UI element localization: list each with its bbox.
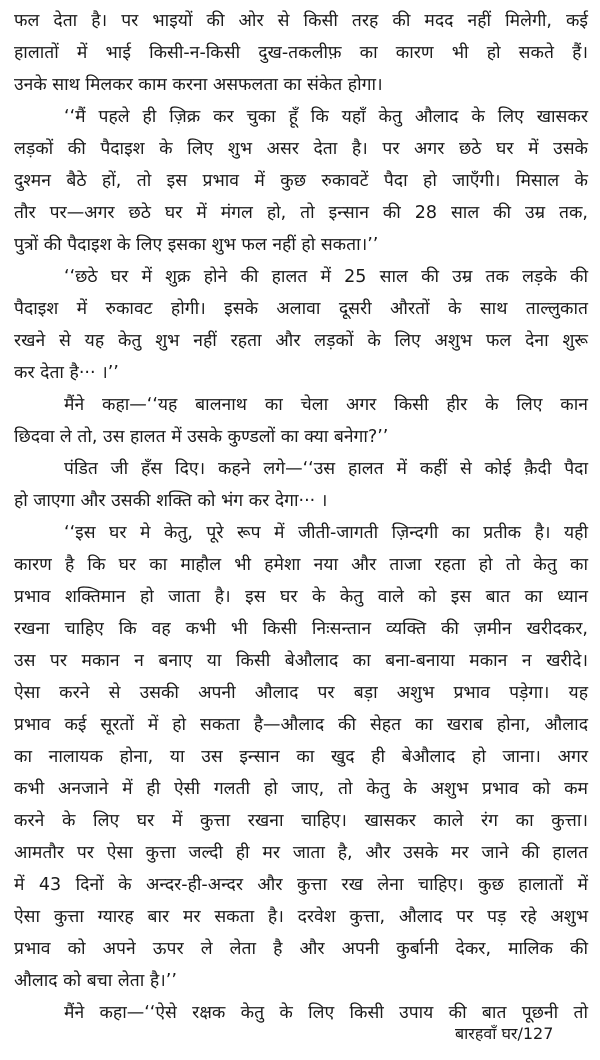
text-line: आमतौर पर ऐसा कुत्ता जल्दी ही मर जाता है, और उसके मर जाने की हालत xyxy=(14,843,588,863)
text-line: प्रभाव कई सूरतों में हो सकता है—औलाद की सेहत का खराब होना, औलाद xyxy=(14,715,588,735)
text-line: तौर पर—अगर छठे घर में मंगल हो, तो इन्सान की 28 साल की उम्र तक, xyxy=(14,203,588,223)
text-line: लड़कों की पैदाइश के लिए शुभ असर देता है। पर अगर छठे घर में उसके xyxy=(14,139,588,159)
text-line: उस पर मकान न बनाए या किसी बेऔलाद का बना-बनाया मकान न खरीदे। xyxy=(14,651,588,671)
text-line: ऐसा करने से उसकी अपनी औलाद पर बड़ा अशुभ प्रभाव पड़ेगा। यह xyxy=(14,683,588,703)
text-line: हालातों में भाई किसी-न-किसी दुख-तकलीफ़ का कारण भी हो सकते हैं। xyxy=(14,43,588,63)
text-line: ‘‘इस घर मे केतु, पूरे रूप में जीती-जागती ज़िन्दगी का प्रतीक है। यही xyxy=(64,523,588,543)
text-line: फल देता है। पर भाइयों की ओर से किसी तरह की मदद नहीं मिलेगी, कई xyxy=(14,11,588,31)
text-line: प्रभाव को अपने ऊपर ले लेता है और अपनी कुर्बानी देकर, मालिक की xyxy=(14,939,588,959)
text-line: दुश्मन बैठे हों, तो इस प्रभाव में कुछ रुकावटें पैदा हो जाएँगी। मिसाल के xyxy=(14,171,588,191)
text-line: प्रभाव शक्तिमान हो जाता है। इस घर के केतु वाले को इस बात का ध्यान xyxy=(14,587,588,607)
text-line: पंडित जी हँस दिए। कहने लगे—‘‘उस हालत में कहीं से कोई क़ैदी पैदा xyxy=(64,459,588,479)
text-line: मैंने कहा—‘‘यह बालनाथ का चेला अगर किसी हीर के लिए कान xyxy=(64,395,588,415)
running-footer: बारहवाँ घर/127 xyxy=(455,1024,554,1043)
text-line: रखना चाहिए कि वह कभी भी किसी निःसन्तान व्यक्ति की ज़मीन खरीदकर, xyxy=(14,619,588,639)
text-line: उनके साथ मिलकर काम करना असफलता का संकेत होगा। xyxy=(14,75,383,95)
text-line: मैंने कहा—‘‘ऐसे रक्षक केतु के लिए किसी उपाय की बात पूछनी तो xyxy=(64,1003,588,1023)
text-line: करने के लिए घर में कुत्ता रखना चाहिए। खासकर काले रंग का कुत्ता। xyxy=(14,811,588,831)
text-line: कारण है कि घर का माहौल भी हमेशा नया और ताजा रहता हो तो केतु का xyxy=(14,555,588,575)
text-line: ऐसा कुत्ता ग्यारह बार मर सकता है। दरवेश कुत्ता, औलाद पर पड़ रहे अशुभ xyxy=(14,907,588,927)
text-line: ‘‘छठे घर में शुक्र होने की हालत में 25 साल की उम्र तक लड़के की xyxy=(64,267,588,287)
text-line: हो जाएगा और उसकी शक्ति को भंग कर देगा··· । xyxy=(14,491,328,511)
text-line: का नालायक होना, या उस इन्सान का खुद ही बेऔलाद हो जाना। अगर xyxy=(14,747,588,767)
text-line: औलाद को बचा लेता है।’’ xyxy=(14,971,177,991)
text-line: रखने से यह केतु शुभ नहीं रहता और लड़कों के लिए अशुभ फल देना शुरू xyxy=(14,331,588,351)
text-line: कर देता है··· ।’’ xyxy=(14,363,119,383)
text-line: पैदाइश में रुकावट होगी। इसके अलावा दूसरी औरतों के साथ ताल्लुकात xyxy=(14,299,588,319)
text-line: में 43 दिनों के अन्दर-ही-अन्दर और कुत्ता रख लेना चाहिए। कुछ हालातों में xyxy=(14,875,588,895)
text-line: छिदवा ले तो, उस हालत में उसके कुण्डलों का क्या बनेगा?’’ xyxy=(14,427,389,447)
text-line: कभी अनजाने में ही ऐसी गलती हो जाए, तो केतु के अशुभ प्रभाव को कम xyxy=(14,779,588,799)
text-line: पुत्रों की पैदाइश के लिए इसका शुभ फल नहीं हो सकता।’’ xyxy=(14,235,379,255)
text-line: ‘‘मैं पहले ही ज़िक्र कर चुका हूँ कि यहाँ केतु औलाद के लिए खासकर xyxy=(64,107,588,127)
